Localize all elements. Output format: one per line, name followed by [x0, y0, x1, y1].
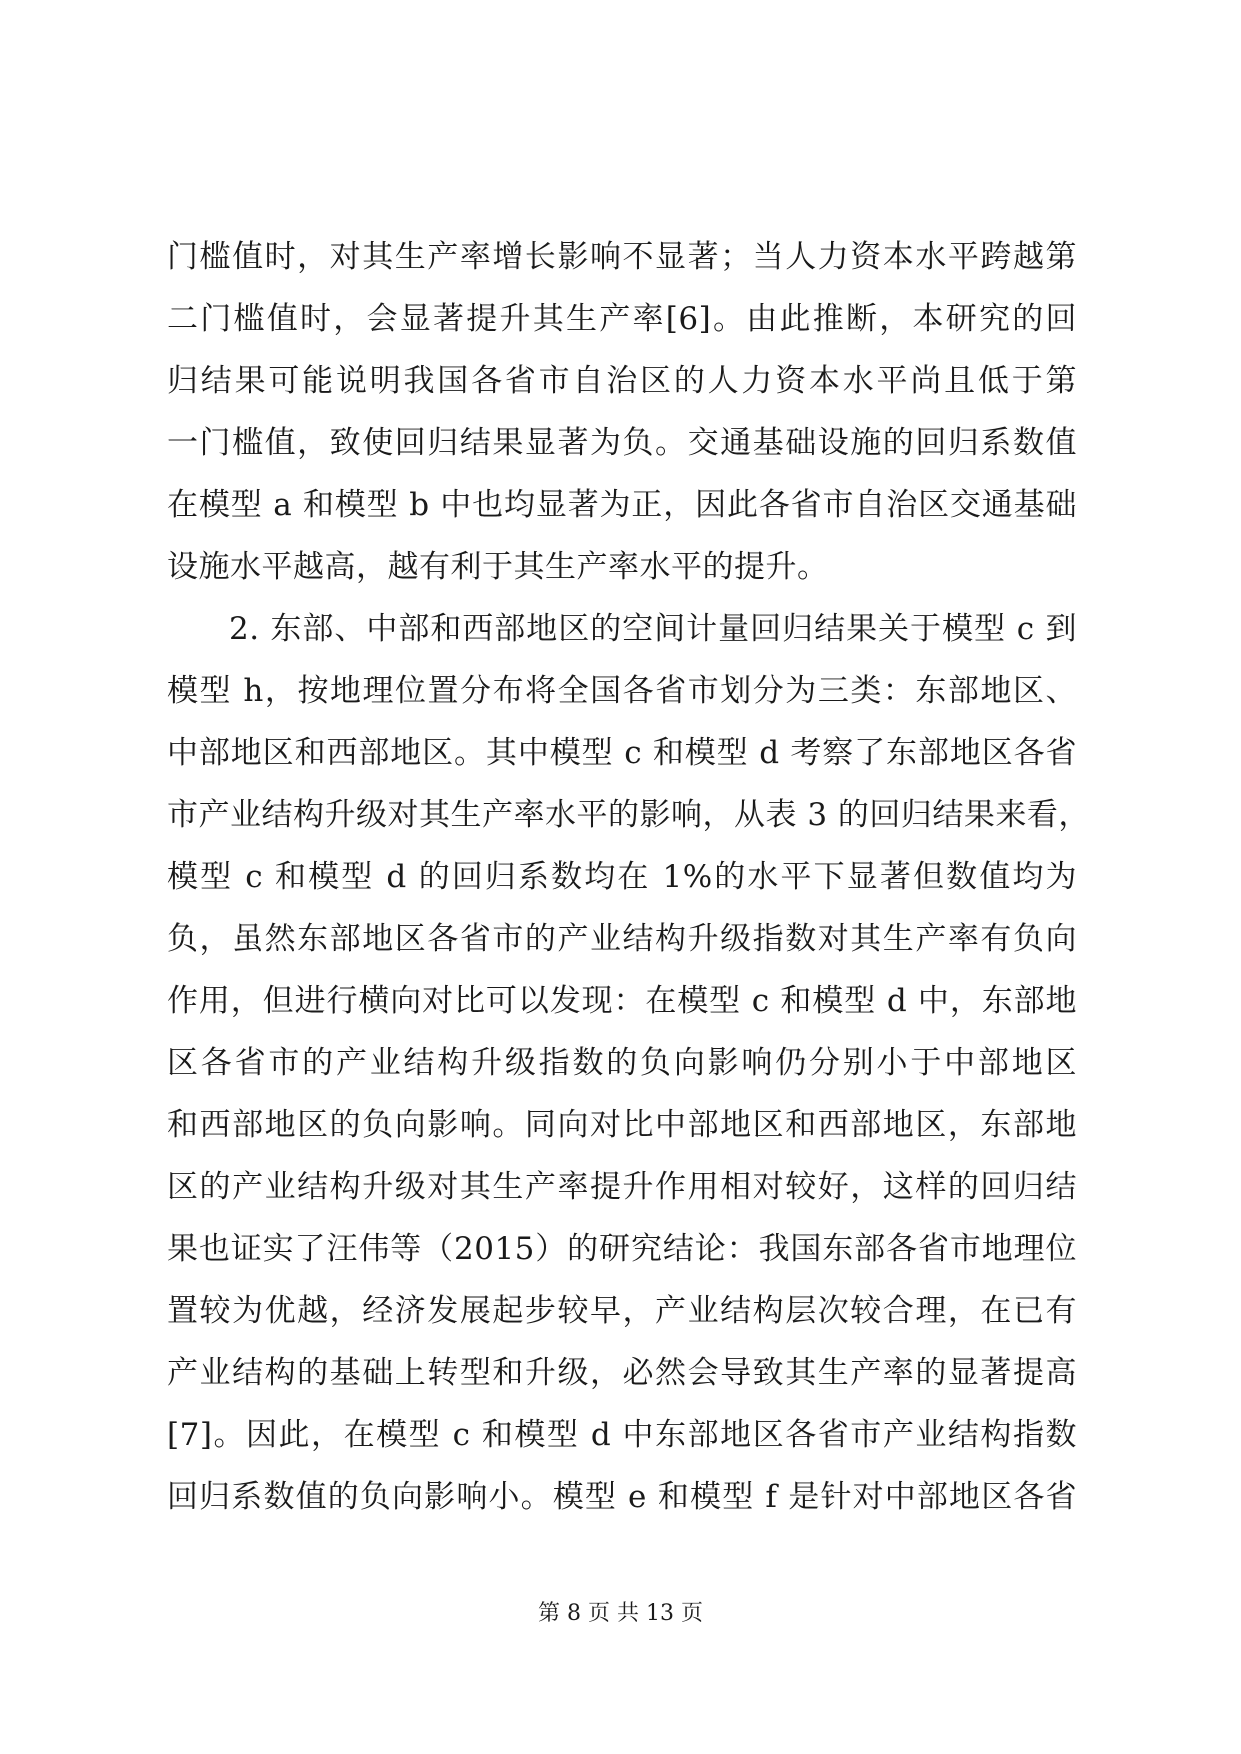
text-line: 设施水平越高，越有利于其生产率水平的提升。: [167, 549, 829, 585]
text-line: [7]。因此，在模型 c 和模型 d 中东部地区各省市产业结构指数: [167, 1417, 1077, 1453]
text-line: 一门槛值，致使回归结果显著为负。交通基础设施的回归系数值: [167, 425, 1077, 461]
text-line: 果也证实了汪伟等（2015）的研究结论：我国东部各省市地理位: [167, 1231, 1077, 1267]
body-text: [167, 226, 1090, 1528]
text-line: 模型 c 和模型 d 的回归系数均在 1%的水平下显著但数值均为: [167, 859, 1077, 895]
text-line: 和西部地区的负向影响。同向对比中部地区和西部地区，东部地: [167, 1107, 1077, 1143]
text-line: 门槛值时，对其生产率增长影响不显著；当人力资本水平跨越第: [167, 239, 1077, 275]
text-line: 区的产业结构升级对其生产率提升作用相对较好，这样的回归结: [167, 1169, 1077, 1205]
text-line: 二门槛值时，会显著提升其生产率[6]。由此推断，本研究的回: [167, 301, 1077, 337]
text-line: 在模型 a 和模型 b 中也均显著为正，因此各省市自治区交通基础: [167, 487, 1077, 523]
text-line: 区各省市的产业结构升级指数的负向影响仍分别小于中部地区: [167, 1045, 1077, 1081]
text-line: 归结果可能说明我国各省市自治区的人力资本水平尚且低于第: [167, 363, 1077, 399]
text-line: 作用，但进行横向对比可以发现：在模型 c 和模型 d 中，东部地: [167, 983, 1077, 1019]
text-line: 负，虽然东部地区各省市的产业结构升级指数对其生产率有负向: [167, 921, 1077, 957]
paragraph-start-line: 2. 东部、中部和西部地区的空间计量回归结果关于模型 c 到: [229, 611, 1077, 647]
text-line: 市产业结构升级对其生产率水平的影响，从表 3 的回归结果来看，: [167, 797, 1090, 833]
text-line: 置较为优越，经济发展起步较早，产业结构层次较合理，在已有: [167, 1293, 1077, 1329]
text-line: 产业结构的基础上转型和升级，必然会导致其生产率的显著提高: [167, 1355, 1077, 1391]
text-line: 模型 h，按地理位置分布将全国各省市划分为三类：东部地区、: [167, 673, 1077, 709]
text-line: 回归系数值的负向影响小。模型 e 和模型 f 是针对中部地区各省: [167, 1479, 1077, 1515]
text-line: 中部地区和西部地区。其中模型 c 和模型 d 考察了东部地区各省: [167, 735, 1077, 771]
page-number-footer: 第 8 页 共 13 页: [538, 1601, 703, 1626]
